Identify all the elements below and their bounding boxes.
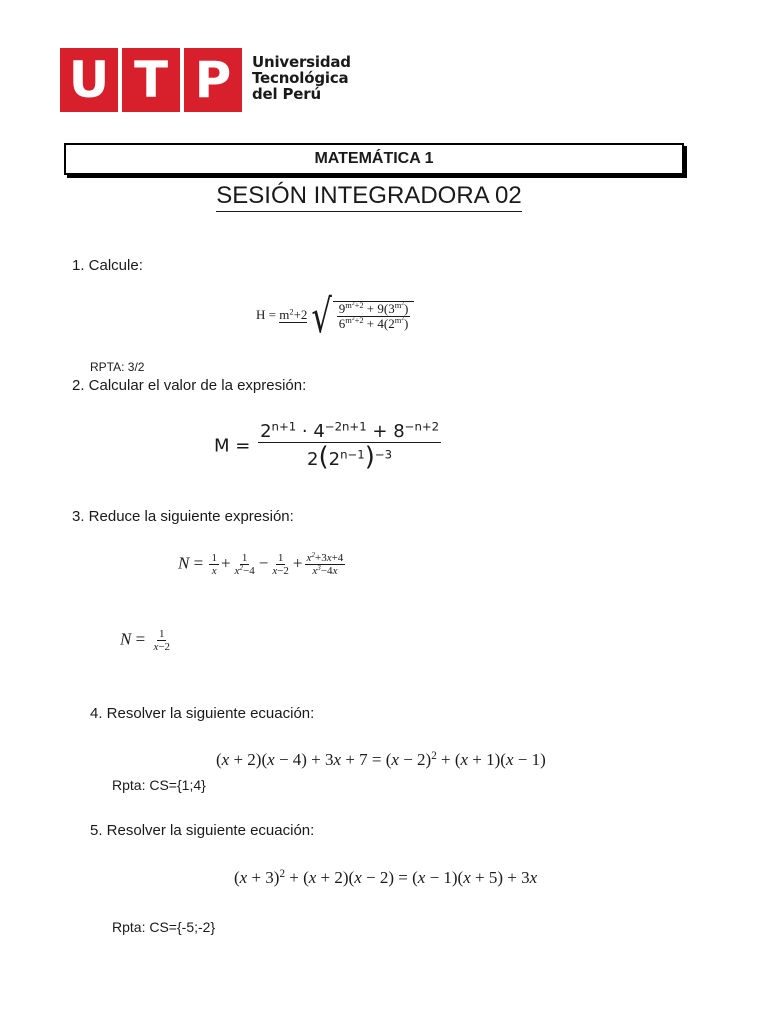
problem-2-formula: M = $\frac{2^{n+1} \cdot 4^{-2n+1} + 8^{-n+2}}{2(2^{n-1})^{-3}}$ (214, 419, 440, 472)
course-title: MATEMÁTICA 1 (64, 143, 684, 175)
session-title-wrap (0, 181, 768, 212)
university-name: Universidad Tecnológica del Perú (252, 53, 351, 103)
problem-3-label: 3. Reduce la siguiente expresión: (72, 508, 294, 525)
problem-4-label: 4. Resolver la siguiente ecuación: (90, 705, 315, 722)
problem-3-formula: N = $\frac{1}{x}$ + $\frac{1}{x^2-4}$ − $\frac{1}{x-2}$ + $\frac{x^2+3x+4}{x^3-4x}$ (178, 551, 344, 578)
problem-2-label: 2. Calcular el valor de la expresión: (72, 377, 307, 394)
logo-letter-u: U (60, 48, 118, 112)
problem-5-label: 5. Resolver la siguiente ecuación: (90, 822, 315, 839)
session-title: SESIÓN INTEGRADORA 02 (216, 181, 521, 212)
problem-1-answer: RPTA: 3/2 (90, 360, 145, 374)
problem-4-equation: $(x + 2)(x - 4) + 3x + 7 = (x - 2)^2 + (x + 1)(x - 1)$ (216, 749, 546, 769)
problem-1-label: 1. Calcule: (72, 257, 143, 274)
problem-3-result: N = $\frac{1}{x-2}$ (120, 628, 171, 654)
utp-logo (60, 48, 350, 114)
problem-5-answer: Rpta: CS={-5;-2} (112, 919, 216, 935)
problem-1-formula: $H = m^2+2√$ $\frac{9^{m^2+2} + 9(3^{m^2})}{6^{m^2+2} + 4(2^{m^2})}$ (256, 296, 414, 336)
logo-letter-p: P (184, 48, 242, 112)
problem-5-equation: $(x + 3)^2 + (x + 2)(x - 2) = (x - 1)(x + 5) + 3x$ (234, 867, 538, 887)
logo-letter-t: T (122, 48, 180, 112)
problem-4-answer: Rpta: CS={1;4} (112, 777, 206, 793)
